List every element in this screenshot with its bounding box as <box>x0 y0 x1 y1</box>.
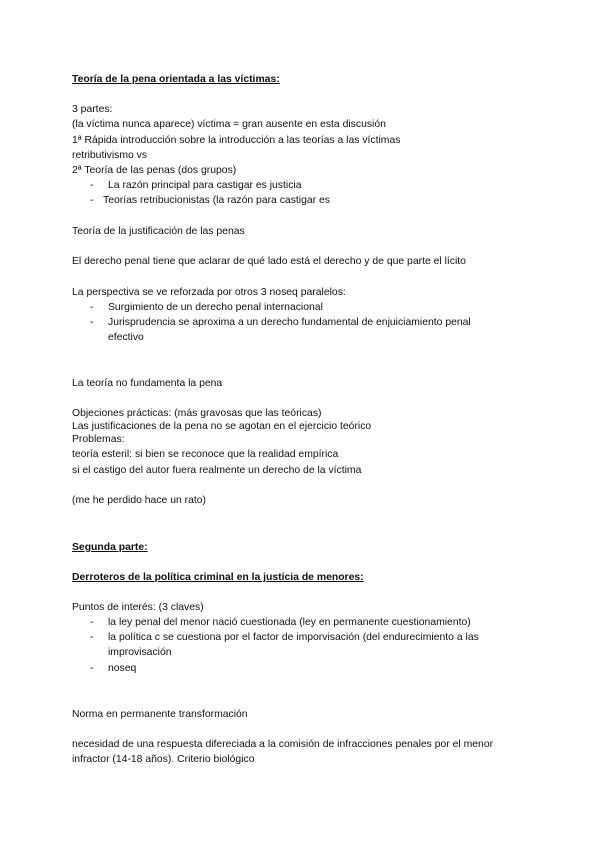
text-line: Las justificaciones de la pena no se agotan en el ejercicio teórico <box>72 421 372 432</box>
text-line: teoría esteril: si bien se reconoce que la realidad empírica <box>72 449 339 460</box>
text-line: 1ª Rápida introducción sobre la introducción a las teorías a las víctimas <box>72 135 401 146</box>
text-line: El derecho penal tiene que aclarar de qué lado está el derecho y de que parte el lícito <box>72 256 466 267</box>
bullet-dash: - <box>90 317 94 328</box>
list-item: la ley penal del menor nació cuestionada (ley en permanente cuestionamiento) <box>108 617 471 628</box>
list-item: La razón principal para castigar es justicia <box>108 180 302 191</box>
text-line: La teoría no fundamenta la pena <box>72 378 223 389</box>
list-item: Teorías retribucionistas (la razón para castigar es <box>103 195 330 206</box>
list-item: Jurisprudencia se aproxima a un derecho fundamental de enjuiciamiento penal <box>108 317 471 328</box>
text-line: infractor (14-18 años). Criterio biológico <box>72 754 255 765</box>
text-line: 2ª Teoría de las penas (dos grupos) <box>72 165 237 176</box>
list-item: la política c se cuestiona por el factor de imporvisación (del endurecimiento a las <box>108 632 479 643</box>
list-item-continuation: efectivo <box>108 332 144 343</box>
list-item: Surgimiento de un derecho penal internacional <box>108 302 323 313</box>
heading-derroteros: Derroteros de la política criminal en la justicia de menores: <box>72 572 364 583</box>
bullet-dash: - <box>90 663 94 674</box>
text-line: Puntos de interés: (3 claves) <box>72 602 204 613</box>
text-line: si el castigo del autor fuera realmente un derecho de la víctima <box>72 465 362 476</box>
text-line: La perspectiva se ve reforzada por otros 3 noseq paralelos: <box>72 287 346 298</box>
text-line: Objeciones prácticas: (más gravosas que las teóricas) <box>72 408 322 419</box>
text-line: (la víctima nunca aparece) víctima = gran ausente en esta discusión <box>72 119 386 130</box>
text-line: necesidad de una respuesta difereciada a la comisión de infracciones penales por el menor <box>72 739 494 750</box>
heading-teoria-pena: Teoría de la pena orientada a las víctimas: <box>72 74 280 85</box>
list-item: noseq <box>108 663 137 674</box>
bullet-dash: - <box>90 632 94 643</box>
heading-segunda-parte: Segunda parte: <box>72 542 148 553</box>
bullet-dash: - <box>90 195 94 206</box>
text-line: Norma en permanente transformación <box>72 709 248 720</box>
text-line: Teoría de la justificación de las penas <box>72 226 245 237</box>
bullet-dash: - <box>90 617 94 628</box>
text-line: 3 partes: <box>72 104 113 115</box>
text-line: Problemas: <box>72 434 125 445</box>
list-item-continuation: improvisación <box>108 647 172 658</box>
text-line: (me he perdido hace un rato) <box>72 495 207 506</box>
bullet-dash: - <box>90 302 94 313</box>
text-line: retributivismo vs <box>72 150 148 161</box>
bullet-dash: - <box>90 180 94 191</box>
